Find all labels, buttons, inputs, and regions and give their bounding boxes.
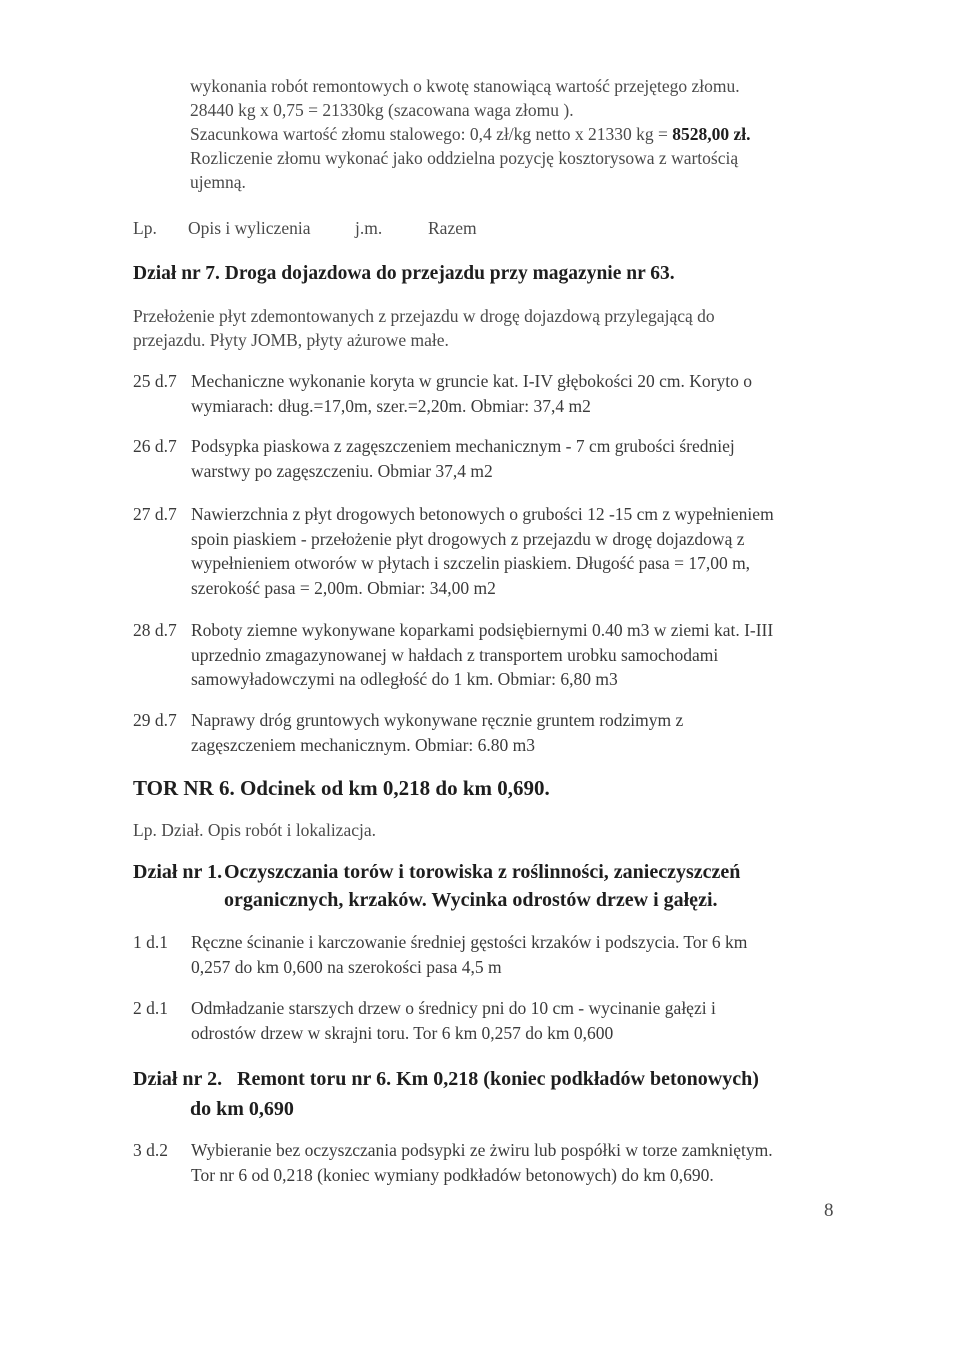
item-number: 2 d.1 bbox=[133, 998, 168, 1018]
tor-table-header: Lp. Dział. Opis robót i lokalizacja. bbox=[133, 820, 376, 840]
section-heading-line: organicznych, krzaków. Wycinka odrostów drzew i gałęzi. bbox=[224, 889, 718, 911]
item-line: spoin piaskiem - przełożenie płyt drogowych z przejazdu w drogę dojazdową z bbox=[191, 528, 745, 549]
item-line: zagęszczeniem mechanicznym. Obmiar: 6.80 m3 bbox=[191, 734, 536, 755]
header-lp: Lp. bbox=[133, 218, 157, 238]
item-number: 3 d.2 bbox=[133, 1140, 168, 1160]
item-line: Mechaniczne wykonanie koryta w gruncie kat. I-IV głębokości 20 cm. Koryto o bbox=[191, 371, 752, 391]
intro-line: 28440 kg x 0,75 = 21330kg (szacowana waga złomu ). bbox=[190, 100, 574, 120]
tor-heading: TOR NR 6. Odcinek od km 0,218 do km 0,690. bbox=[133, 776, 550, 800]
intro-paragraph bbox=[190, 74, 751, 194]
list-item bbox=[133, 502, 774, 600]
item-number: 28 d.7 bbox=[133, 620, 177, 640]
list-item bbox=[133, 1138, 773, 1187]
item-line: uprzednio zmagazynowanej w hałdach z transportem urobku samochodami bbox=[191, 644, 719, 665]
item-line: Ręczne ścinanie i karczowanie średniej gęstości krzaków i podszycia. Tor 6 km bbox=[191, 932, 748, 952]
list-item bbox=[133, 996, 716, 1045]
item-line: Podsypka piaskowa z zagęszczeniem mechanicznym - 7 cm grubości średniej bbox=[191, 436, 735, 456]
table-header bbox=[133, 216, 733, 242]
section-title: Remont toru nr 6. Km 0,218 (koniec podkładów betonowych) bbox=[237, 1068, 759, 1090]
item-line: Tor nr 6 od 0,218 (koniec wymiany podkładów betonowych) do km 0,690. bbox=[191, 1164, 714, 1185]
page-number: 8 bbox=[824, 1200, 834, 1221]
item-line: wymiarach: dług.=17,0m, szer.=2,20m. Obmiar: 37,4 m2 bbox=[191, 395, 591, 416]
item-number: 29 d.7 bbox=[133, 710, 177, 730]
item-line: odrostów drzew w skrajni toru. Tor 6 km 0,257 do km 0,600 bbox=[191, 1022, 614, 1043]
section-1-heading bbox=[133, 858, 853, 914]
list-item bbox=[133, 369, 752, 418]
list-item bbox=[133, 618, 773, 692]
section-heading-line bbox=[133, 858, 853, 886]
header-jm: j.m. bbox=[355, 218, 383, 238]
description-line: Przełożenie płyt zdemontowanych z przejazdu w drogę dojazdową przylegającą do bbox=[133, 306, 715, 326]
scrap-value: 8528,00 zł. bbox=[672, 124, 751, 144]
section-7-heading bbox=[133, 261, 675, 287]
item-number: 27 d.7 bbox=[133, 504, 177, 524]
section-heading-line bbox=[133, 1064, 853, 1094]
item-line: szerokość pasa = 2,00m. Obmiar: 34,00 m2 bbox=[191, 577, 496, 598]
intro-line: Rozliczenie złomu wykonać jako oddzielna pozycję kosztorysowa z wartością bbox=[190, 148, 739, 168]
item-number: 26 d.7 bbox=[133, 436, 177, 456]
header-opis: Opis i wyliczenia bbox=[188, 218, 311, 238]
list-item bbox=[133, 708, 683, 757]
section-2-heading bbox=[133, 1064, 853, 1124]
intro-line: wykonania robót remontowych o kwotę stanowiącą wartość przejętego złomu. bbox=[190, 76, 740, 96]
header-razem: Razem bbox=[428, 218, 477, 238]
item-line: Nawierzchnia z płyt drogowych betonowych o grubości 12 -15 cm z wypełnieniem bbox=[191, 504, 774, 524]
intro-line: ujemną. bbox=[190, 172, 246, 192]
section-prefix: Dział nr 2. bbox=[133, 1068, 223, 1090]
list-item bbox=[133, 434, 735, 483]
item-number: 1 d.1 bbox=[133, 932, 168, 952]
item-line: samowyładowczymi na odległość do 1 km. Obmiar: 6,80 m3 bbox=[191, 669, 618, 689]
section-7-description bbox=[133, 304, 715, 352]
item-line: Naprawy dróg gruntowych wykonywane ręcznie gruntem rodzimym z bbox=[191, 710, 684, 730]
item-line: warstwy po zagęszczeniu. Obmiar 37,4 m2 bbox=[191, 460, 493, 481]
description-line: przejazdu. Płyty JOMB, płyty ażurowe małe. bbox=[133, 330, 449, 350]
section-title: Droga dojazdowa do przejazdu przy magazynie nr 63. bbox=[224, 263, 675, 284]
item-line: Roboty ziemne wykonywane koparkami podsiębiernymi 0.40 m3 w ziemi kat. I-III bbox=[191, 620, 774, 640]
list-item bbox=[133, 930, 747, 979]
section-title: Oczyszczania torów i torowiska z roślinności, zanieczyszczeń bbox=[224, 861, 741, 883]
section-prefix: Dział nr 7. bbox=[133, 263, 220, 284]
intro-line bbox=[190, 122, 751, 146]
intro-line-text: Szacunkowa wartość złomu stalowego: 0,4 zł/kg netto x 21330 kg = bbox=[190, 124, 673, 144]
item-line: Odmładzanie starszych drzew o średnicy pni do 10 cm - wycinanie gałęzi i bbox=[191, 998, 716, 1018]
section-prefix: Dział nr 1. bbox=[133, 861, 223, 883]
item-line: wypełnieniem otworów w płytach i szczelin piaskiem. Długość pasa = 17,00 m, bbox=[191, 553, 751, 573]
section-heading-line: do km 0,690 bbox=[190, 1098, 294, 1120]
item-line: 0,257 do km 0,600 na szerokości pasa 4,5 m bbox=[191, 956, 502, 977]
item-number: 25 d.7 bbox=[133, 371, 177, 391]
item-line: Wybieranie bez oczyszczania podsypki ze żwiru lub pospółki w torze zamkniętym. bbox=[191, 1140, 773, 1160]
